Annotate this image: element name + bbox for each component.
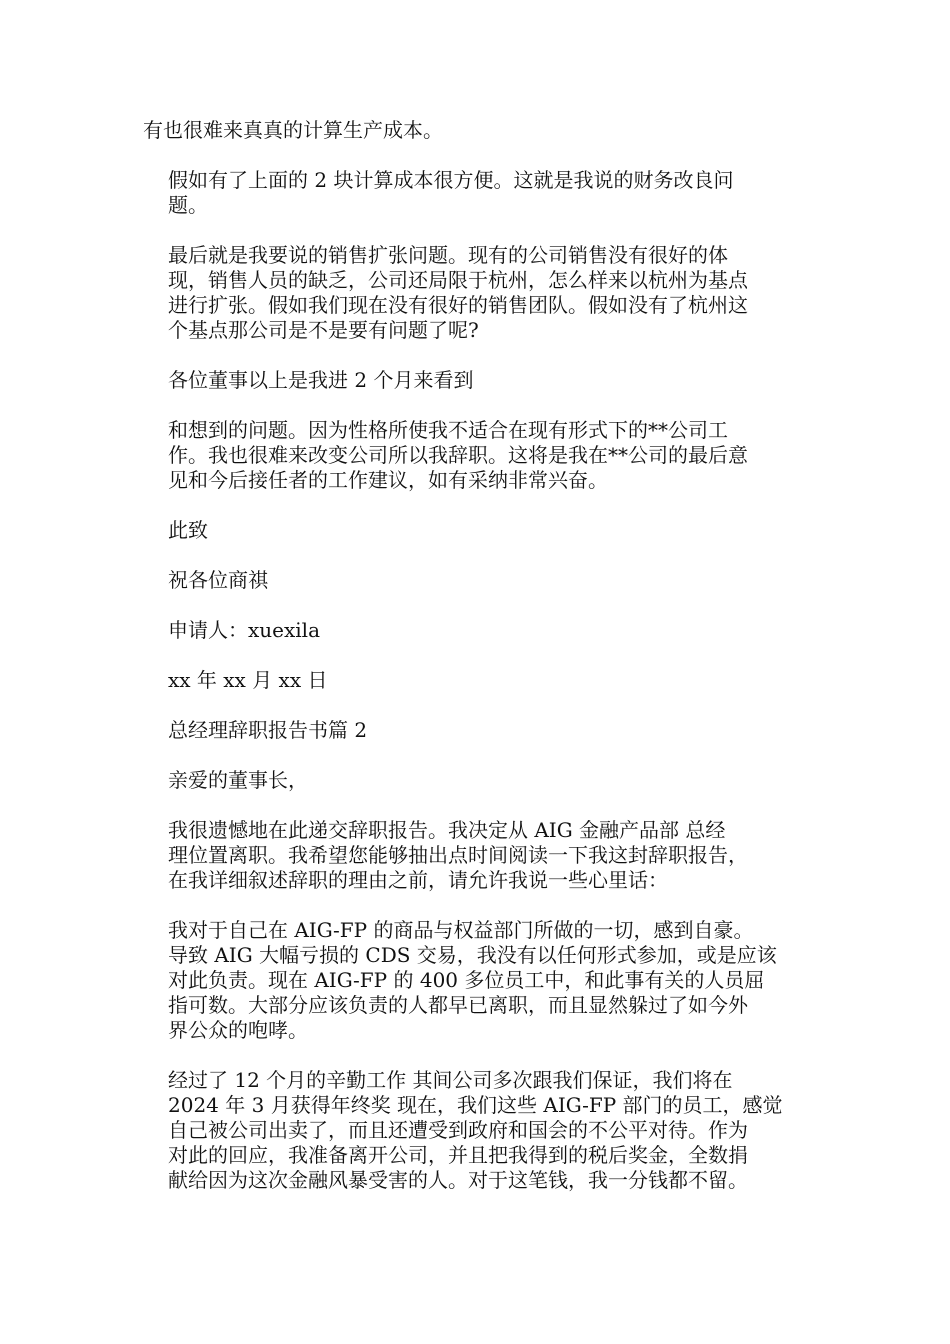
paragraph [143, 1068, 823, 1193]
text-line: 现，销售人员的缺乏，公司还局限于杭州，怎么样来以杭州为基点 [168, 268, 748, 292]
paragraph [143, 243, 823, 343]
paragraph [143, 418, 823, 493]
text-line: 导致 AIG 大幅亏损的 CDS 交易，我没有以任何形式参加，或是应该 [168, 943, 777, 967]
text-line: 我对于自己在 AIG-FP 的商品与权益部门所做的一切，感到自豪。 [168, 918, 754, 942]
text-line: 我很遗憾地在此递交辞职报告。我决定从 AIG 金融产品部 总经 [168, 818, 726, 842]
paragraph [143, 718, 823, 743]
paragraph [143, 768, 823, 793]
paragraph [143, 568, 823, 593]
text-line: 作。我也很难来改变公司所以我辞职。这将是我在**公司的最后意 [168, 443, 748, 467]
text-line: 假如有了上面的 2 块计算成本很方便。这就是我说的财务改良问 [168, 168, 734, 192]
text-line: 在我详细叙述辞职的理由之前，请允许我说一些心里话： [168, 868, 668, 892]
paragraph [143, 368, 823, 393]
text-line: 献给因为这次金融风暴受害的人。对于这笔钱，我一分钱都不留。 [168, 1168, 748, 1192]
text-line: 指可数。大部分应该负责的人都早已离职，而且显然躲过了如今外 [168, 993, 748, 1017]
text-line: 经过了 12 个月的辛勤工作 其间公司多次跟我们保证，我们将在 [168, 1068, 733, 1092]
text-line: 对此负责。现在 AIG-FP 的 400 多位员工中，和此事有关的人员屈 [168, 968, 765, 992]
text-line: 此致 [168, 518, 208, 542]
paragraph [143, 118, 823, 143]
paragraph [143, 618, 823, 643]
text-line: 2024 年 3 月获得年终奖 现在，我们这些 AIG-FP 部门的员工，感觉 [168, 1093, 783, 1117]
paragraph [143, 668, 823, 693]
text-line: 对此的回应，我准备离开公司，并且把我得到的税后奖金，全数捐 [168, 1143, 748, 1167]
text-line: 各位董事以上是我进 2 个月来看到 [168, 368, 474, 392]
paragraph [143, 518, 823, 543]
text-line: 个基点那公司是不是要有问题了呢? [168, 318, 479, 342]
text-line: 进行扩张。假如我们现在没有很好的销售团队。假如没有了杭州这 [168, 293, 748, 317]
text-line: 亲爱的董事长， [168, 768, 308, 792]
text-line: 祝各位商祺 [168, 568, 268, 592]
paragraph [143, 818, 823, 893]
text-line: 题。 [168, 193, 208, 217]
paragraph [143, 918, 823, 1043]
text-line: xx 年 xx 月 xx 日 [168, 668, 328, 692]
text-line: 见和今后接任者的工作建议，如有采纳非常兴奋。 [168, 468, 608, 492]
paragraph [143, 168, 823, 218]
text-line: 总经理辞职报告书篇 2 [168, 718, 368, 742]
text-line: 界公众的咆哮。 [168, 1018, 308, 1042]
text-line: 理位置离职。我希望您能够抽出点时间阅读一下我这封辞职报告， [168, 843, 748, 867]
text-line: 和想到的问题。因为性格所使我不适合在现有形式下的**公司工 [168, 418, 728, 442]
text-line: 有也很难来真真的计算生产成本。 [143, 118, 443, 142]
text-line: 申请人：xuexila [168, 618, 320, 642]
text-line: 最后就是我要说的销售扩张问题。现有的公司销售没有很好的体 [168, 243, 728, 267]
document-page [143, 118, 823, 1218]
text-line: 自己被公司出卖了，而且还遭受到政府和国会的不公平对待。作为 [168, 1118, 748, 1142]
